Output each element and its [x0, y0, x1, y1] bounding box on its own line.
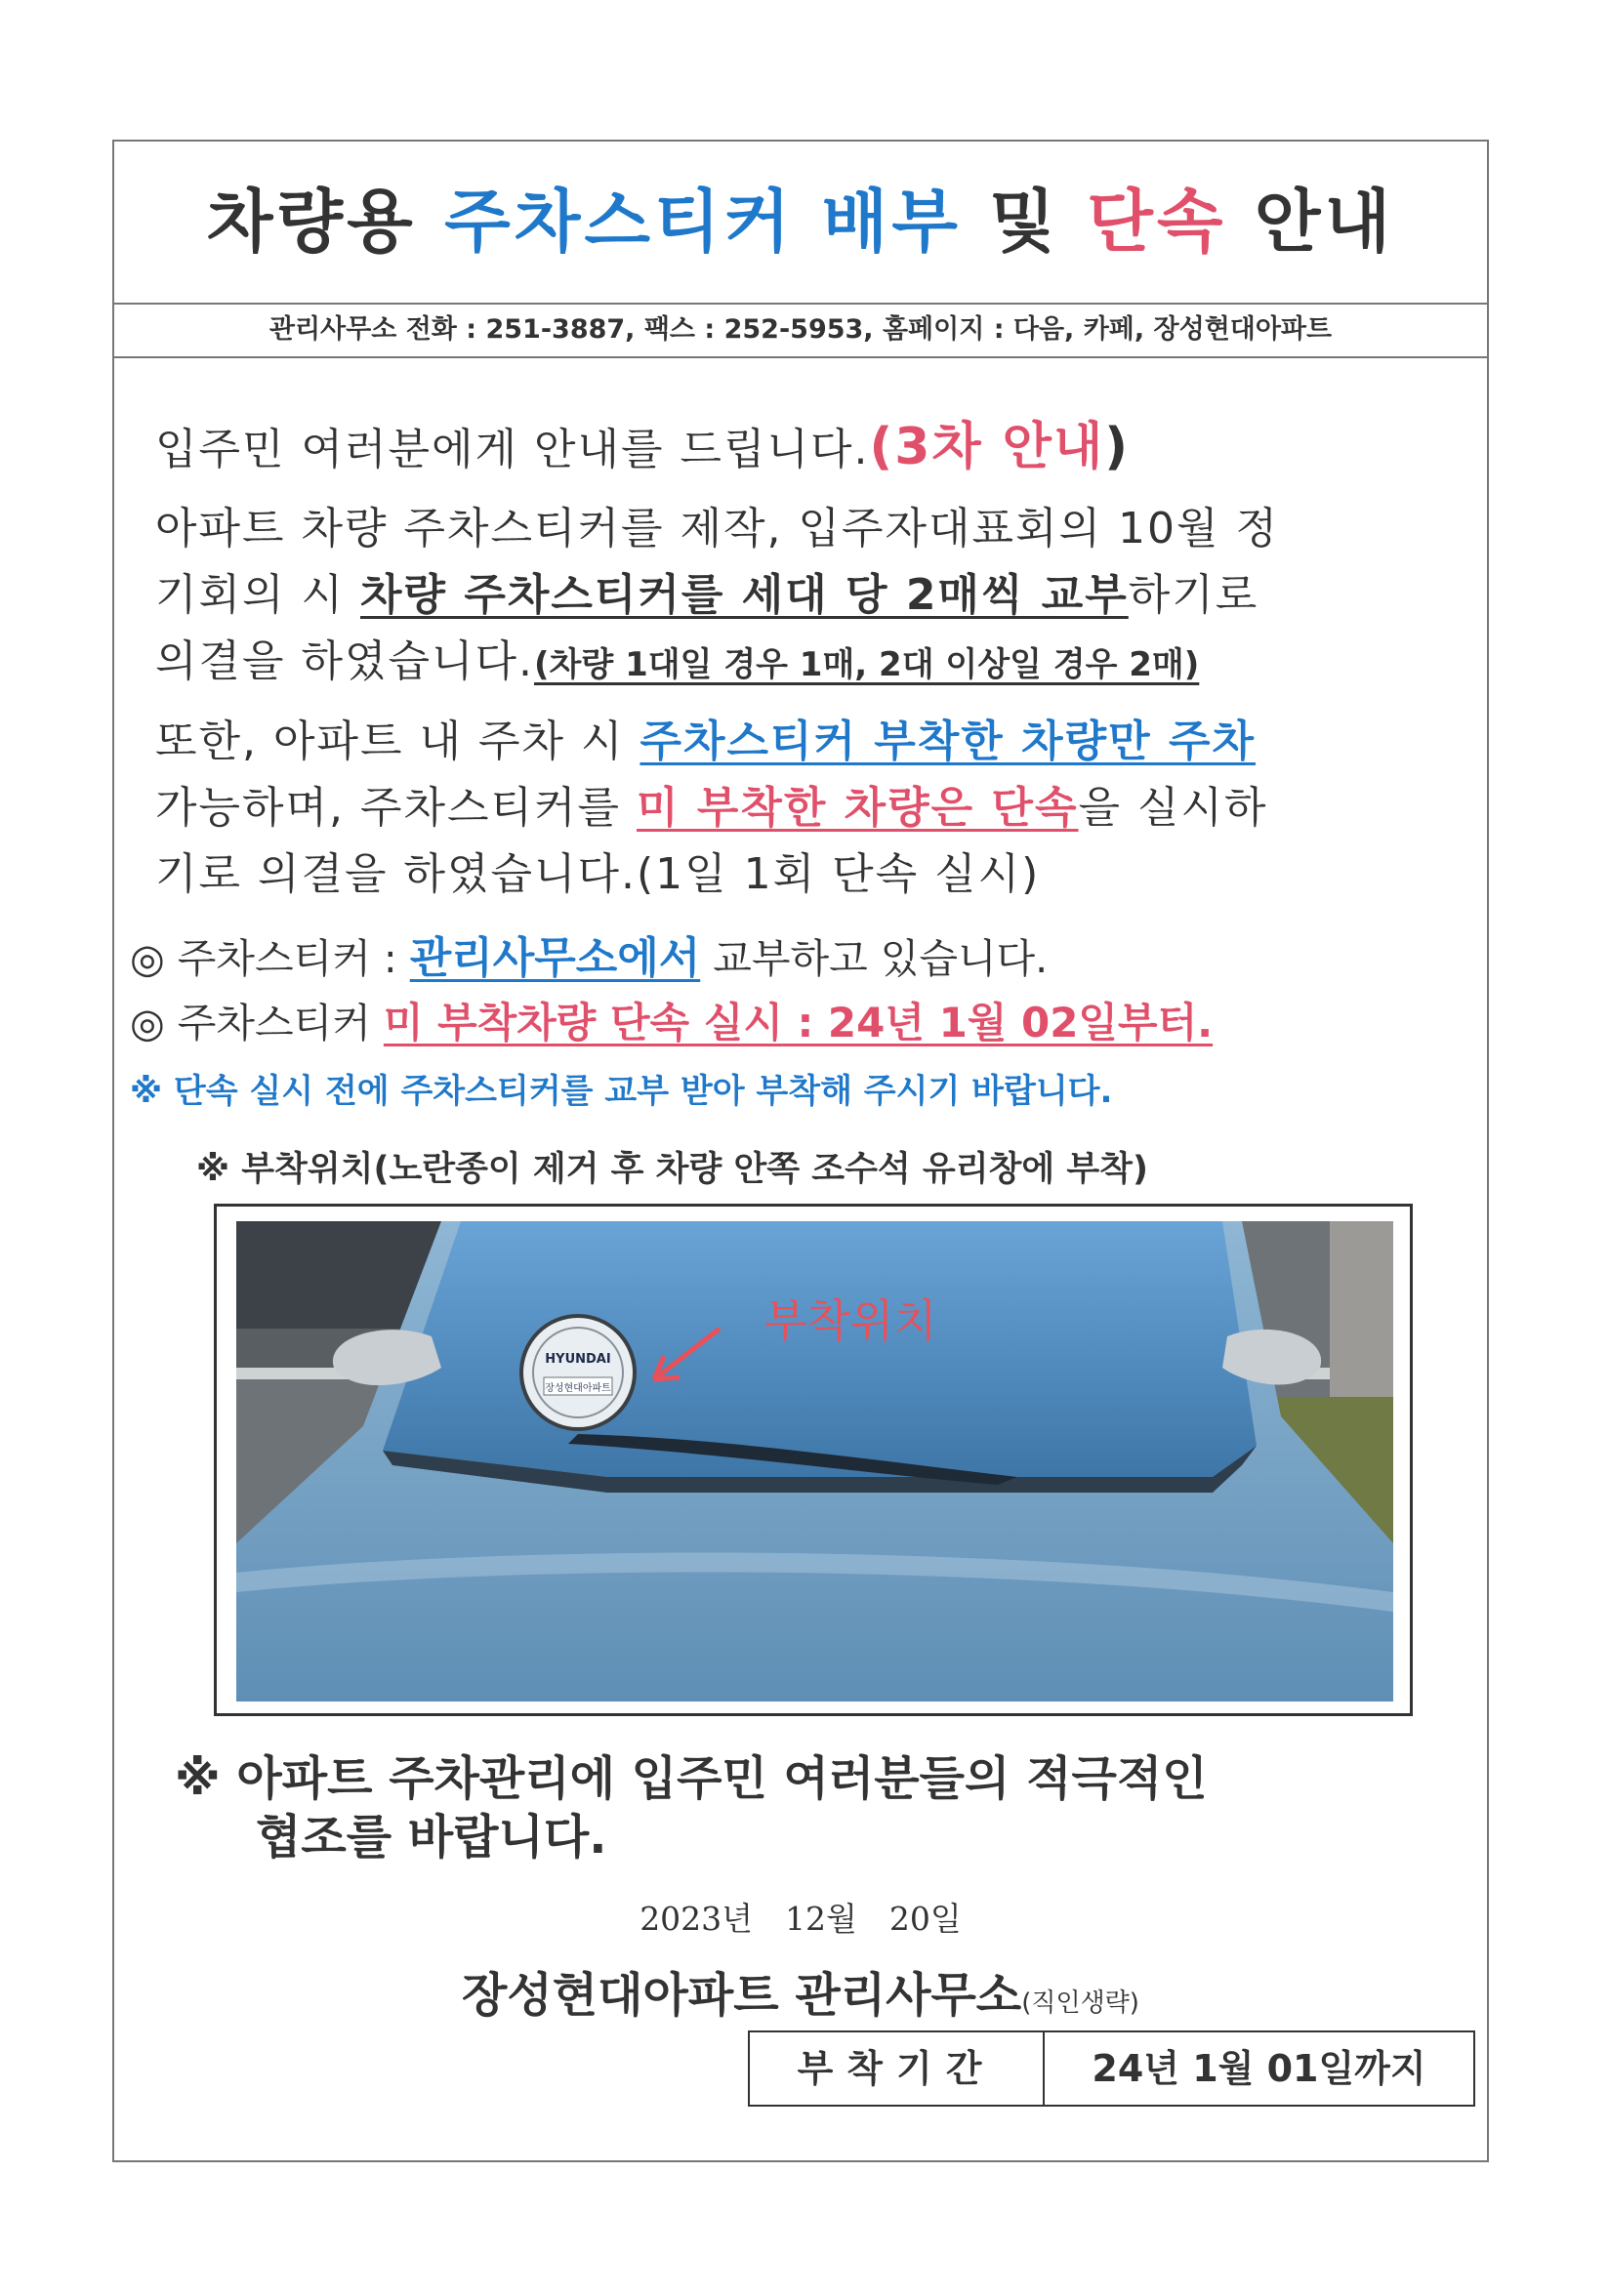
office-signature [114, 1957, 1487, 2025]
attach-period-table [748, 2030, 1475, 2107]
sticker-icon [521, 1316, 635, 1429]
notice-frame [112, 140, 1489, 2162]
intro-paren-close: ) [1104, 418, 1131, 476]
title-part-notice: 안내 [1254, 182, 1395, 262]
para1-line3-bold: (차량 1대일 경우 1매, 2대 이상일 경우 2매) [534, 645, 1200, 684]
car-illustration [236, 1221, 1393, 1702]
para2-line2 [155, 772, 1268, 835]
notice1-suffix: 교부하고 있습니다. [700, 935, 1049, 982]
notice2-prefix: ◎ 주차스티커 [130, 1000, 384, 1046]
para1-line2-suffix: 하기로 [1128, 570, 1259, 620]
intro-text: 입주민 여러분에게 안내를 드립니다. [155, 425, 870, 474]
notice2-enforcement: 미 부착차량 단속 실시 [383, 999, 783, 1046]
para2-line1-prefix: 또한, 아파트 내 주차 시 [155, 717, 640, 766]
title-part-vehicle: 차량용 [206, 182, 417, 262]
closing-line2: 협조를 바랍니다. [256, 1810, 607, 1865]
para2-line2-prefix: 가능하며, 주차스티커를 [155, 783, 637, 833]
car-windshield-photo [236, 1221, 1393, 1702]
para2-line1-blue: 주차스티커 부착한 차량만 주차 [639, 717, 1256, 766]
office-name: 장성현대아파트 관리사무소 [462, 1968, 1022, 2023]
intro-highlight: 3차 안내 [894, 418, 1105, 476]
title-part-enforcement: 단속 [1087, 182, 1227, 262]
title-part-sticker: 주차스티커 [444, 182, 795, 262]
notice-enforcement-date [130, 991, 1213, 1049]
warning-line: ※ 단속 실시 전에 주차스티커를 교부 받아 부착해 주시기 바랍니다. [130, 1072, 1113, 1111]
intro-line [155, 405, 1130, 478]
para2-line3: 기로 의결을 하였습니다.(1일 1회 단속 실시) [155, 849, 1041, 899]
notice2-date: : 24년 1월 02일부터. [782, 999, 1214, 1046]
notice-sticker-location [130, 922, 1048, 985]
attach-period-label: 부착기간 [750, 2032, 1045, 2105]
sticker-brand: HYUNDAI [545, 1352, 611, 1367]
notice1-office: 관리사무소에서 [409, 933, 701, 983]
para1-line3 [155, 626, 1199, 688]
para1-line3-prefix: 의결을 하였습니다. [155, 636, 535, 686]
para1-line2 [155, 559, 1258, 622]
seal-omitted-note: (직인생략) [1021, 1988, 1139, 2018]
attach-period-value: 24년 1월 01일까지 [1092, 2047, 1426, 2090]
para2-line2-red: 미 부착한 차량은 단속 [637, 783, 1079, 833]
issue-date: 2023년 12월 20일 [639, 1900, 962, 1938]
para2-line2-suffix: 을 실시하 [1078, 783, 1268, 833]
intro-paren-open: ( [869, 418, 895, 476]
contact-line: 관리사무소 전화 : 251-3887, 팩스 : 252-5953, 홈페이지 : 다음, 카페, 장성현대아파트 [114, 303, 1487, 358]
page-title [114, 142, 1487, 305]
closing-line1: ※ 아파트 주차관리에 입주민 여러분들의 적극적인 [175, 1751, 1208, 1806]
title-part-and: 및 [989, 182, 1059, 262]
notice1-prefix: ◎ 주차스티커 : [130, 935, 410, 982]
title-part-distribution: 배부 [821, 182, 962, 262]
photo-frame [214, 1204, 1413, 1716]
para1-line1: 아파트 차량 주차스티커를 제작, 입주자대표회의 10월 정 [155, 504, 1279, 554]
para1-line2-bold: 차량 주차스티커를 세대 당 2매씩 교부 [360, 570, 1129, 620]
para1-line2-prefix: 기회의 시 [155, 570, 360, 620]
location-note: ※ 부착위치(노란종이 제거 후 차량 안쪽 조수석 유리창에 부착) [196, 1150, 1148, 1189]
sticker-name: 장성현대아파트 [545, 1383, 611, 1394]
para2-line1 [155, 706, 1256, 768]
attach-position-label: 부착위치 [763, 1294, 937, 1347]
